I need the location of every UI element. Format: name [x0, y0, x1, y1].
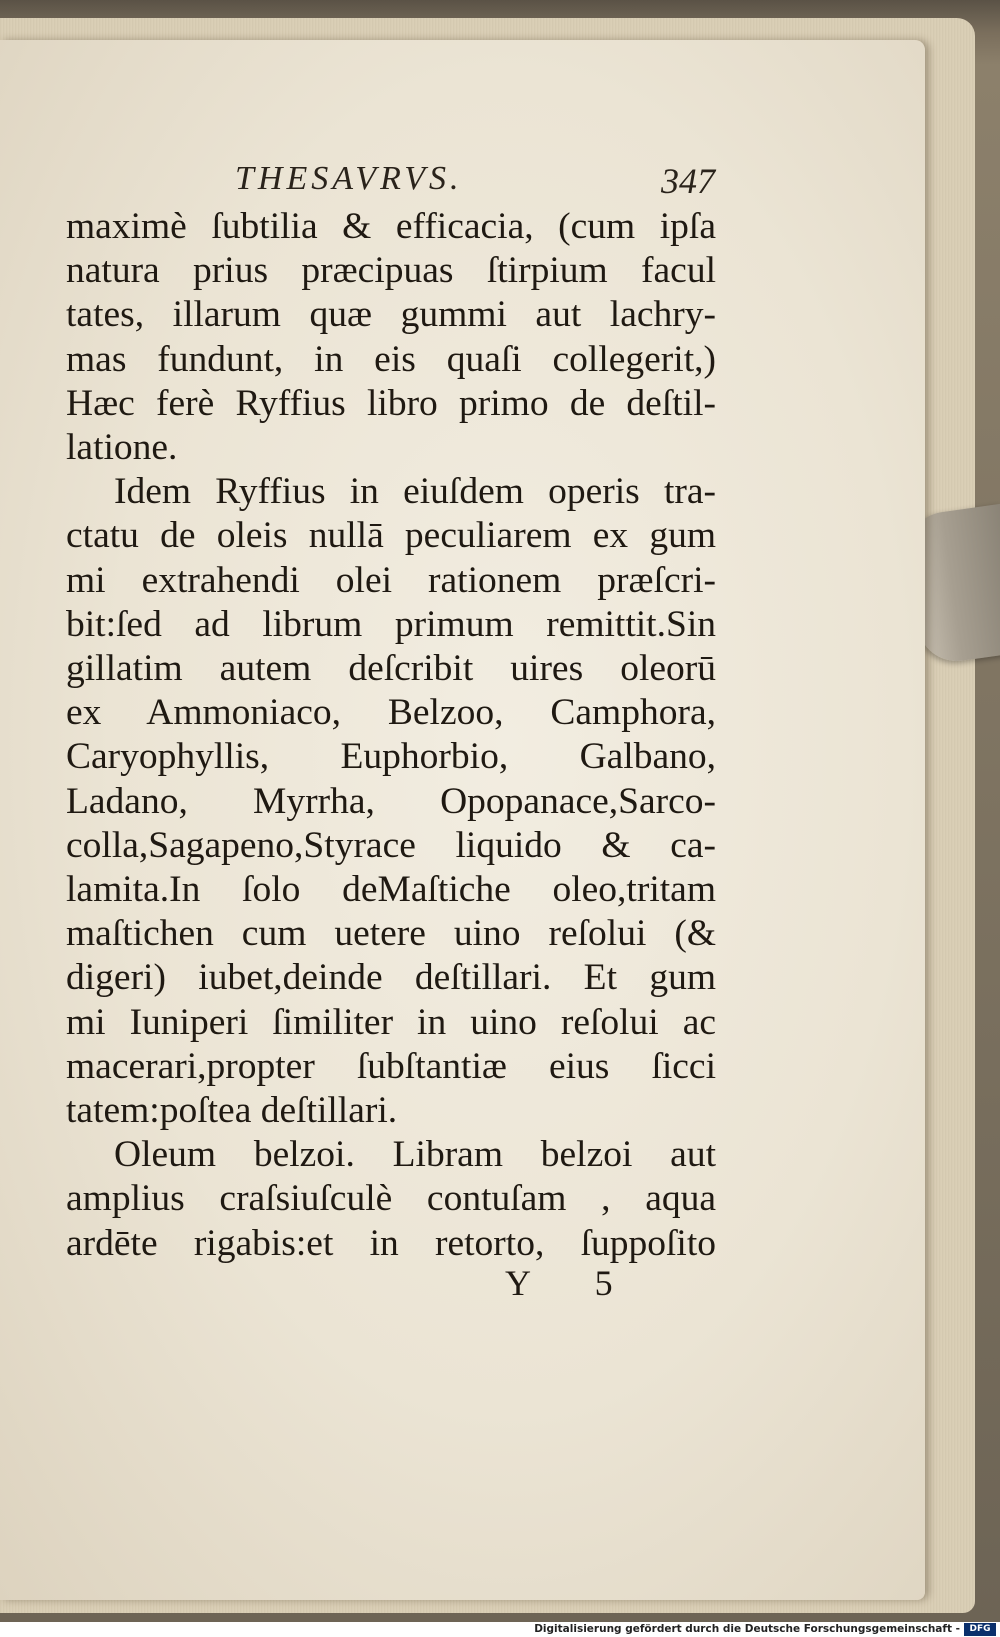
text-line: latione. [66, 427, 178, 469]
funding-credit: Digitalisierung gefördert durch die Deutsche Forschungsgemeinschaft - [534, 1623, 960, 1635]
digitization-footer [0, 1622, 1000, 1637]
dfg-logo-icon: DFG [964, 1623, 996, 1636]
text-line: Caryophyllis, Euphorbio, Galbano, [66, 736, 716, 778]
text-line: macerari,propter ſubſtantiæ eius ſicci [66, 1045, 716, 1087]
text-line: amplius craſsiuſculè contuſam , aqua [66, 1178, 716, 1220]
catchword-signature: Y 5 [505, 1263, 641, 1303]
text-line: ctatu de oleis nullā peculiarem ex gum [66, 515, 716, 557]
text-line: mas fundunt, in eis quaſi collegerit,) [66, 338, 716, 380]
page-number: 347 [661, 161, 715, 201]
text-line: tates, illarum quæ gummi aut lachry- [66, 294, 716, 336]
running-title: THESAVRVS. [235, 160, 463, 197]
text-line: digeri) iubet,deinde deſtillari. Et gum [66, 957, 716, 999]
text-line: ex Ammoniaco, Belzoo, Camphora, [66, 692, 716, 734]
text-line: maſtichen cum uetere uino reſolui (& [66, 913, 716, 955]
page-header [235, 160, 715, 210]
text-line: Idem Ryffius in eiuſdem operis tra- [114, 471, 716, 513]
text-line: Oleum belzoi. Libram belzoi aut [114, 1134, 716, 1176]
text-line: mi extrahendi olei rationem præſcri- [66, 559, 716, 601]
text-line: natura prius præcipuas ſtirpium facul [66, 250, 716, 292]
text-line: colla,Sagapeno,Styrace liquido & ca- [66, 824, 716, 866]
text-line: Ladano, Myrrha, Opopanace,Sarco- [66, 780, 716, 822]
text-line: bit:ſed ad librum primum remittit.Sin [66, 603, 716, 645]
text-line: mi Iuniperi ſimiliter in uino reſolui ac [66, 1001, 716, 1043]
text-line: maximè ſubtilia & efficacia, (cum ipſa [66, 206, 716, 247]
text-line: tatem:poſtea deſtillari. [66, 1090, 398, 1132]
body-text [66, 205, 716, 1266]
text-line: ardēte rigabis:et in retorto, ſuppoſito [66, 1222, 716, 1264]
text-line: lamita.In ſolo deMaſtiche oleo,tritam [66, 869, 716, 911]
text-line: Hæc ferè Ryffius libro primo de deſtil- [66, 382, 716, 424]
text-line: gillatim autem deſcribit uires oleorū [66, 648, 716, 690]
